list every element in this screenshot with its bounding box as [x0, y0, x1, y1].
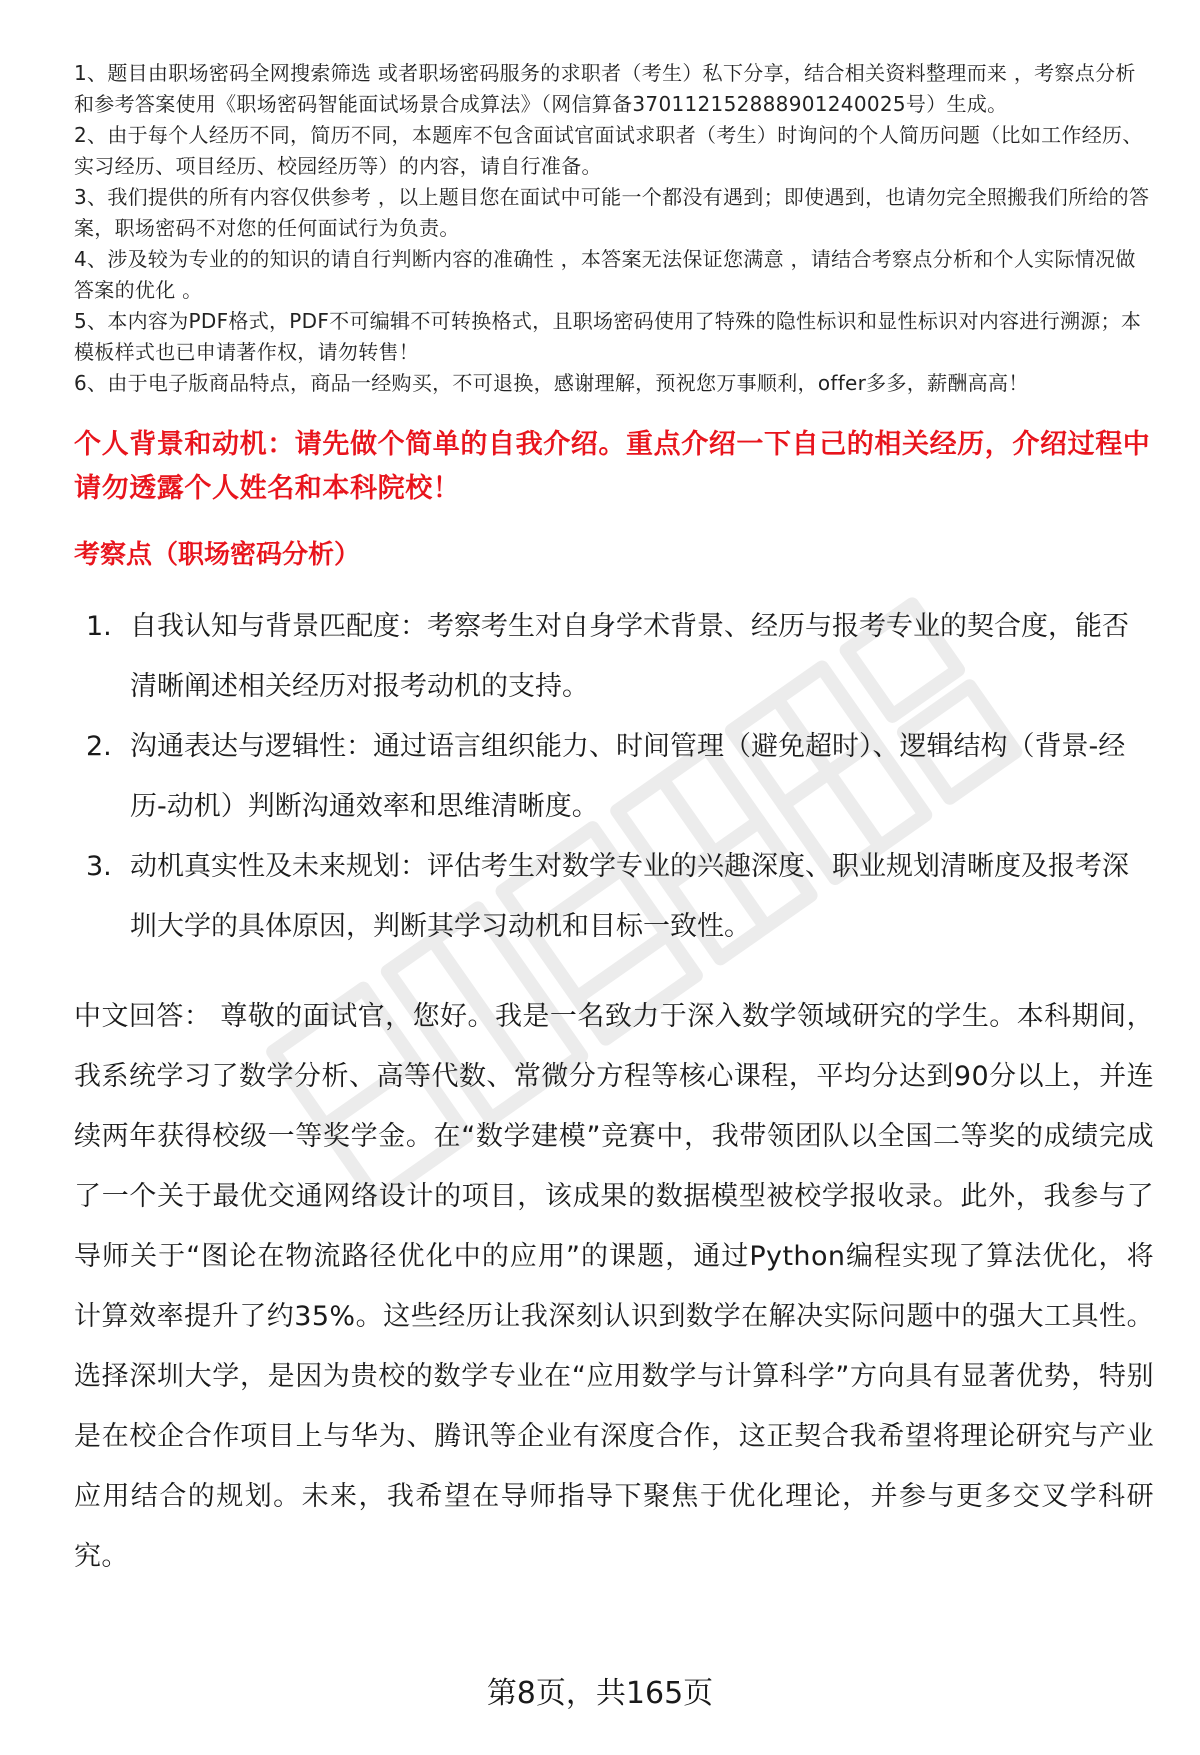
answer-text: 中文回答： 尊敬的面试官，您好。我是一名致力于深入数学领域研究的学生。本科期间，我系统学习了数学分析、高等代数、常微分方程等核心课程，平均分达到90分以上，并连续两年获得校级一等奖学金。在“数学建模”竞赛中，我带领团队以全国二等奖的成绩完成了一个关于最优交通网络设计的项目，该成果的数据模型被校学报收录。此外，我参与了导师关于“图论在物流路径优化中的应用”的课题，通过Python编程实现了算法优化，将计算效率提升了约35%。这些经历让我深刻认识到数学在解决实际问题中的强大工具性。选择深圳大学，是因为贵校的数学专业在“应用数学与计算科学”方向具有显著优势，特别是在校企合作项目上与华为、腾讯等企业有深度合作，这正契合我希望将理论研究与产业应用结合的规划。未来，我希望在导师指导下聚焦于优化理论，并参与更多交叉学科研究。	[74, 1001, 1154, 1572]
page-number: 第8页，共165页	[486, 1676, 714, 1711]
question-heading: 个人背景和动机：请先做个简单的自我介绍。重点介绍一下自己的相关经历，介绍过程中请勿透露个人姓名和本科院校！	[74, 429, 1151, 504]
analysis-point	[74, 597, 1154, 717]
analysis-title: 考察点（职场密码分析）	[74, 540, 361, 570]
disclaimer-item: 1、题目由职场密码全网搜索筛选 或者职场密码服务的求职者（考生）私下分享，结合相关资料整理而来 ，考察点分析和参考答案使用《职场密码智能面试场景合成算法》（网信算备370112152888901240025号）生成。	[74, 61, 1136, 116]
point-text: 沟通表达与逻辑性：通过语言组织能力、时间管理（避免超时）、逻辑结构（背景-经历-动机）判断沟通效率和思维清晰度。	[130, 731, 1126, 822]
point-number: 2.	[86, 731, 112, 762]
analysis-points	[74, 597, 1154, 957]
point-text: 自我认知与背景匹配度：考察考生对自身学术背景、经历与报考专业的契合度，能否清晰阐述相关经历对报考动机的支持。	[130, 611, 1129, 702]
disclaimer-item: 2、由于每个人经历不同，简历不同，本题库不包含面试官面试求职者（考生）时询问的个人简历问题（比如工作经历、实习经历、项目经历、校园经历等）的内容，请自行准备。	[74, 123, 1143, 178]
point-number: 3.	[86, 851, 112, 882]
disclaimer	[74, 58, 1154, 399]
content	[74, 58, 1154, 1587]
disclaimer-item: 3、我们提供的所有内容仅供参考 ，以上题目您在面试中可能一个都没有遇到；即使遇到，也请勿完全照搬我们所给的答案，职场密码不对您的任何面试行为负责。	[74, 185, 1150, 240]
disclaimer-item: 5、本内容为PDF格式，PDF不可编辑不可转换格式，且职场密码使用了特殊的隐性标识和显性标识对内容进行溯源；本模板样式也已申请著作权，请勿转售！	[74, 309, 1142, 364]
point-number: 1.	[86, 611, 112, 642]
point-text: 动机真实性及未来规划：评估考生对数学专业的兴趣深度、职业规划清晰度及报考深圳大学的具体原因，判断其学习动机和目标一致性。	[130, 851, 1129, 942]
analysis-point	[74, 837, 1154, 957]
disclaimer-item: 4、涉及较为专业的的知识的请自行判断内容的准确性 ，本答案无法保证您满意 ，请结合考察点分析和个人实际情况做答案的优化 。	[74, 247, 1136, 302]
disclaimer-item: 6、由于电子版商品特点，商品一经购买，不可退换，感谢理解，预祝您万事顺利，offer多多，薪酬高高！	[74, 371, 1029, 395]
analysis-point	[74, 717, 1154, 837]
